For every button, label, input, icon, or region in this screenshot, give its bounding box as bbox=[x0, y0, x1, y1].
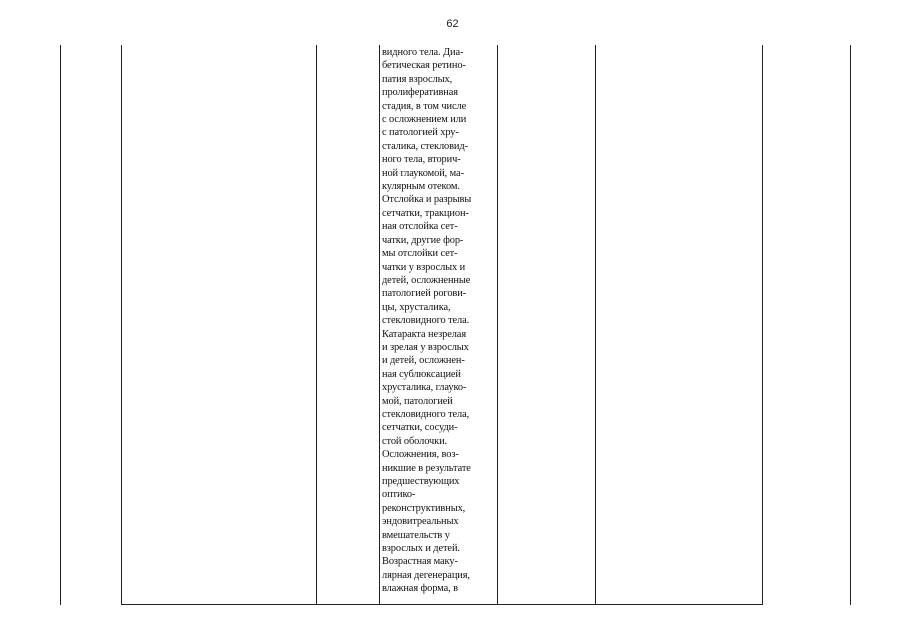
table-column-line bbox=[497, 45, 498, 605]
cell-text-line: и детей, осложнен- bbox=[382, 355, 465, 367]
cell-text-line: цы, хрусталика, bbox=[382, 301, 451, 313]
table-column-line bbox=[595, 45, 596, 605]
cell-text-line: детей, осложненные bbox=[382, 274, 471, 286]
cell-text-line: Возрастная маку- bbox=[382, 556, 458, 568]
cell-text-line: сетчатки, сосуди- bbox=[382, 422, 458, 434]
cell-text-line: стекловидного тела. bbox=[382, 315, 470, 327]
cell-text-line: мой, патологией bbox=[382, 395, 453, 407]
cell-text-line: пролиферативная bbox=[382, 87, 458, 99]
cell-text-line: и зрелая у взрослых bbox=[382, 341, 469, 353]
cell-text-line: реконструктивных, bbox=[382, 502, 466, 514]
cell-text-line: стекловидного тела, bbox=[382, 408, 470, 420]
cell-text-line: мы отслойки сет- bbox=[382, 248, 458, 260]
cell-text-line: кулярным отеком. bbox=[382, 181, 460, 193]
page-number: 62 bbox=[446, 18, 459, 30]
cell-text-line: патия взрослых, bbox=[382, 73, 453, 85]
cell-text-line: эндовитреальных bbox=[382, 516, 459, 528]
cell-text-line: взрослых и детей. bbox=[382, 543, 460, 555]
table-cell-diagnosis bbox=[382, 46, 496, 596]
table-column-line bbox=[60, 45, 61, 605]
cell-text-line: бетическая ретино- bbox=[382, 60, 466, 72]
table-column-line bbox=[121, 45, 122, 605]
cell-text-line: ная отслойка сет- bbox=[382, 221, 458, 233]
cell-text-line: оптико- bbox=[382, 489, 416, 501]
cell-text-line: сетчатки, тракцион- bbox=[382, 207, 469, 219]
cell-text-line: хрусталика, глауко- bbox=[382, 382, 467, 394]
cell-text-line: ного тела, вторич- bbox=[382, 154, 461, 166]
table-column-line bbox=[762, 45, 763, 605]
cell-text-line: никшие в результате bbox=[382, 462, 471, 474]
cell-text-line: видного тела. Диа- bbox=[382, 47, 464, 58]
cell-text-line: ной глаукомой, ма- bbox=[382, 167, 464, 179]
table-column-line bbox=[316, 45, 317, 605]
cell-text-line: с осложнением или bbox=[382, 114, 467, 126]
cell-text-line: Отслойка и разрывы bbox=[382, 194, 472, 206]
cell-text-line: Катаракта незрелая bbox=[382, 328, 466, 340]
cell-text-line: сталика, стекловид- bbox=[382, 140, 468, 152]
table-bottom-rule bbox=[121, 604, 762, 605]
table-column-line bbox=[850, 45, 851, 605]
cell-text-line: чатки у взрослых и bbox=[382, 261, 466, 273]
cell-text-line: вмешательств у bbox=[382, 529, 450, 541]
cell-text-line: патологией рогови- bbox=[382, 288, 467, 300]
cell-text-line: с патологией хру- bbox=[382, 127, 459, 139]
cell-text-line: стадия, в том числе bbox=[382, 100, 467, 112]
cell-text-line: предшествующих bbox=[382, 476, 460, 487]
table-column-line bbox=[379, 45, 380, 605]
cell-text-line: влажная форма, в bbox=[382, 583, 458, 595]
cell-text-line: чатки, другие фор- bbox=[382, 234, 464, 246]
cell-text-line: лярная дегенерация, bbox=[382, 569, 470, 581]
cell-text-line: стой оболочки. bbox=[382, 435, 448, 447]
cell-text-line: ная сублюксацией bbox=[382, 368, 461, 380]
cell-text-line: Осложнения, воз- bbox=[382, 449, 459, 461]
